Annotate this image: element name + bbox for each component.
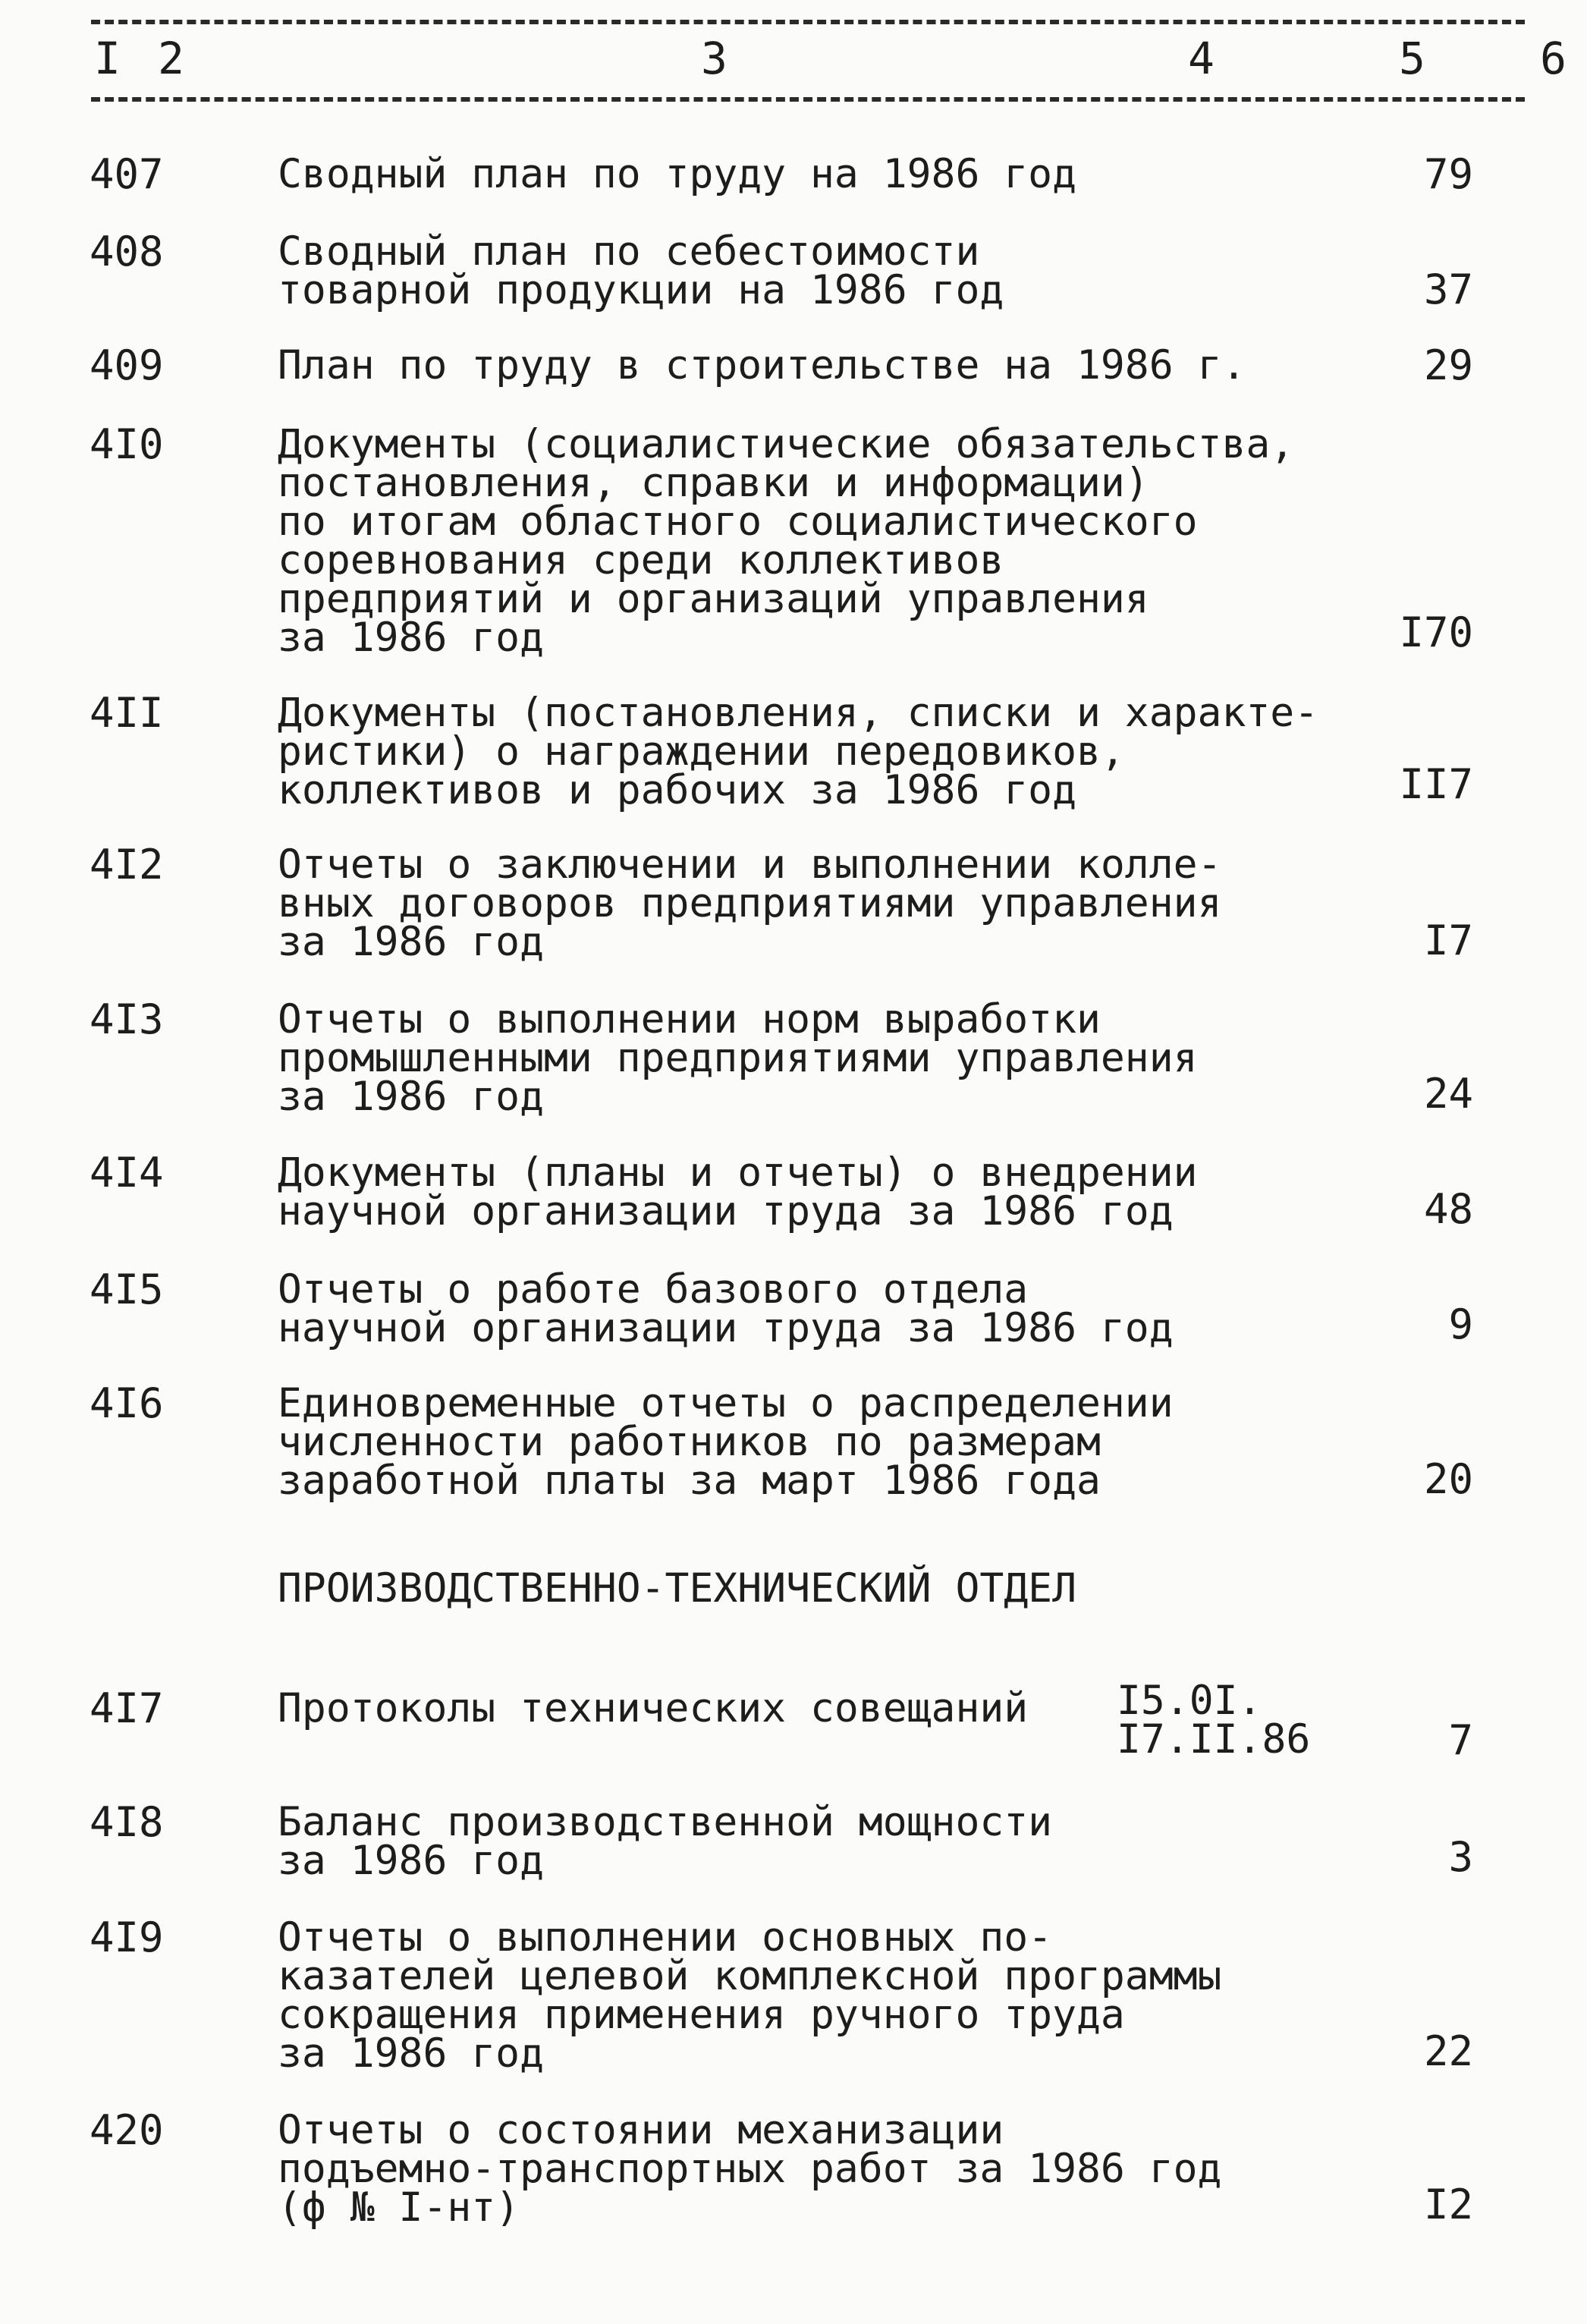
entry-number: 4I0 [90,420,164,468]
entry-sheet-count: 7 [1448,1716,1473,1764]
entry-sheet-count: I2 [1423,2181,1473,2228]
header-bottom-rule [91,97,1525,102]
entry-number: 4I6 [90,1379,164,1427]
header-col-4: 4 [1188,33,1215,84]
entry-title: Сводный план по труду на 1986 год [278,151,1076,197]
entry-title: Отчеты о состоянии механизации подъемно-транспортных работ за 1986 год (ф № I-нт) [278,2107,1222,2231]
header-col-6: 6 [1540,33,1567,84]
entry-number: 4I7 [90,1684,164,1732]
entry-date-range: I5.0I. I7.II.86 [1117,1678,1311,1763]
entry-title: Отчеты о заключении и выполнении колле- вных договоров предприятиями управления за 1986 год [278,841,1222,965]
header-top-rule [91,20,1525,24]
entry-sheet-count: 79 [1423,150,1473,198]
entry-number: 4II [90,689,164,737]
entry-sheet-count: 22 [1423,2027,1473,2075]
entry-number: 4I9 [90,1914,164,1961]
entry-number: 409 [90,341,164,389]
header-col-2: 2 [158,33,184,84]
entry-sheet-count: 3 [1448,1833,1473,1881]
header-col-3: 3 [701,33,728,84]
entry-number: 4I2 [90,841,164,888]
header-col-1: I [94,33,121,84]
header-col-5: 5 [1399,33,1425,84]
entry-title: Отчеты о выполнении основных по- казателей целевой комплексной программы сокращения применения ручного труда за 1986 год [278,1914,1222,2077]
entry-sheet-count: II7 [1399,760,1473,808]
entry-title: Баланс производственной мощности за 1986 год [278,1799,1053,1884]
entry-number: 4I4 [90,1149,164,1197]
entry-sheet-count: I7 [1423,917,1473,964]
entry-sheet-count: 24 [1423,1070,1473,1118]
entry-number: 4I8 [90,1798,164,1846]
entry-title: Единовременные отчеты о распределении численности работников по размерам заработной платы за март 1986 года [278,1380,1174,1504]
entry-number: 420 [90,2106,164,2154]
entry-sheet-count: 20 [1423,1455,1473,1503]
entry-title: Документы (постановления, списки и характе- ристики) о награждении передовиков, коллективов и рабочих за 1986 год [278,690,1319,813]
entry-title: План по труду в строительстве на 1986 г. [278,342,1246,388]
entry-number: 408 [90,228,164,275]
entry-title: Документы (планы и отчеты) о внедрении научной организации труда за 1986 год [278,1149,1198,1234]
entry-title: Документы (социалистические обязательства, постановления, справки и информации) по итогам областного социалистического соревнования среди коллективов предприятий и организаций управления за 1986 год [278,421,1295,661]
entry-sheet-count: 29 [1423,341,1473,389]
entry-number: 4I5 [90,1266,164,1313]
entry-title: Отчеты о выполнении норм выработки промышленными предприятиями управления за 1986 год [278,996,1198,1120]
entry-title: Протоколы технических совещаний [278,1685,1029,1731]
entry-sheet-count: 37 [1423,266,1473,313]
entry-sheet-count: 48 [1423,1185,1473,1233]
entry-sheet-count: I70 [1399,609,1473,656]
entry-title: Сводный план по себестоимости товарной продукции на 1986 год [278,228,1004,313]
entry-title: Отчеты о работе базового отдела научной организации труда за 1986 год [278,1266,1174,1351]
entry-number: 407 [90,150,164,198]
entry-number: 4I3 [90,995,164,1043]
section-heading: ПРОИЗВОДСТВЕННО-ТЕХНИЧЕСКИЙ ОТДЕЛ [278,1565,1076,1612]
entry-sheet-count: 9 [1448,1300,1473,1348]
